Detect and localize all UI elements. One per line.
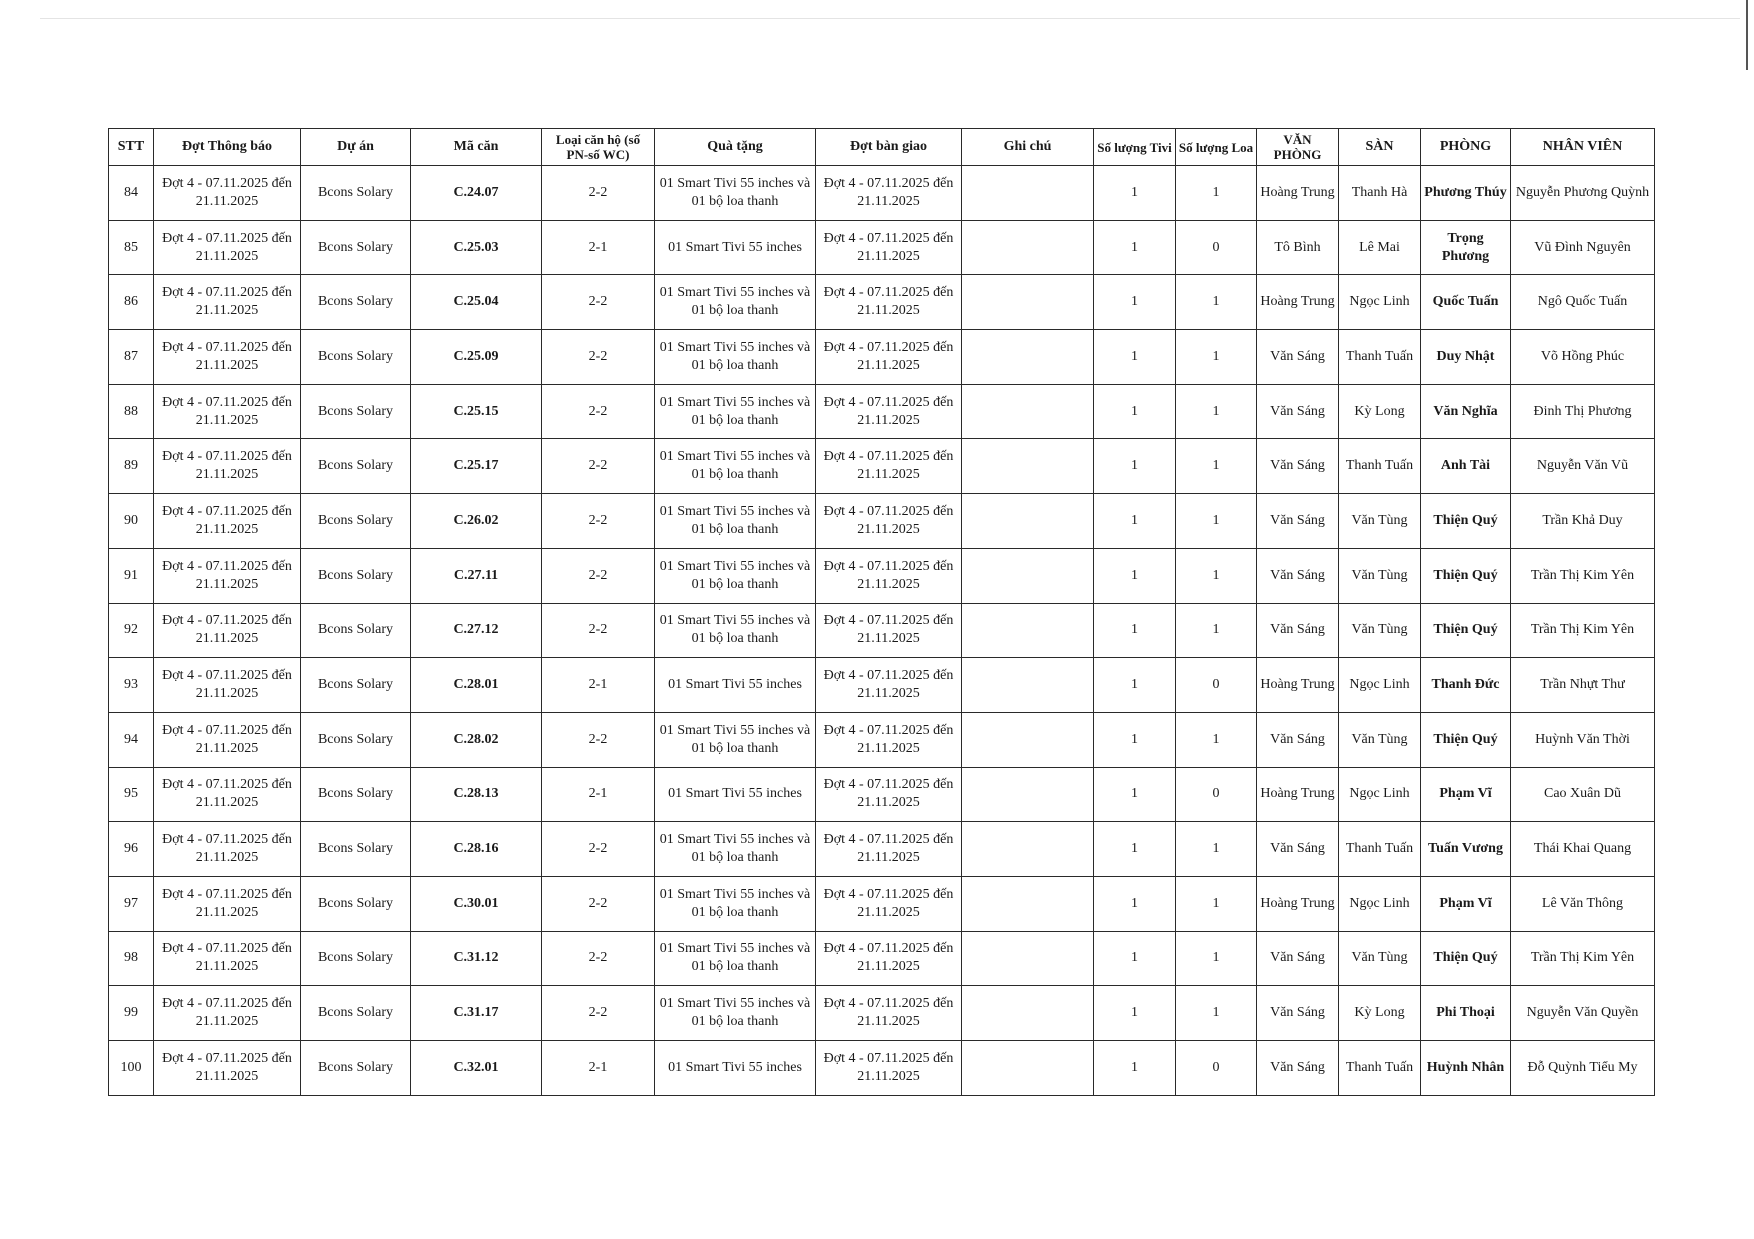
table-header-row [109,129,1655,166]
cell-phong: Huỳnh Nhân [1421,1041,1511,1096]
cell-van-phong: Hoàng Trung [1257,658,1339,713]
cell-qua-tang: 01 Smart Tivi 55 inches và 01 bộ loa thanh [655,876,816,931]
cell-qua-tang: 01 Smart Tivi 55 inches và 01 bộ loa thanh [655,166,816,221]
header-ghi-chu: Ghi chú [962,129,1094,166]
cell-stt: 99 [109,986,154,1041]
cell-qua-tang: 01 Smart Tivi 55 inches và 01 bộ loa thanh [655,712,816,767]
cell-dot-thong-bao: Đợt 4 - 07.11.2025 đến 21.11.2025 [154,712,301,767]
cell-van-phong: Văn Sáng [1257,986,1339,1041]
cell-phong: Phi Thoại [1421,986,1511,1041]
cell-dot-ban-giao: Đợt 4 - 07.11.2025 đến 21.11.2025 [816,712,962,767]
cell-san: Thanh Tuấn [1339,330,1421,385]
cell-dot-ban-giao: Đợt 4 - 07.11.2025 đến 21.11.2025 [816,275,962,330]
cell-stt: 95 [109,767,154,822]
cell-loai-can-ho: 2-2 [542,548,655,603]
cell-stt: 85 [109,220,154,275]
cell-loai-can-ho: 2-2 [542,603,655,658]
cell-du-an: Bcons Solary [301,166,411,221]
table-row [109,986,1655,1041]
cell-dot-ban-giao: Đợt 4 - 07.11.2025 đến 21.11.2025 [816,658,962,713]
cell-ghi-chu [962,330,1094,385]
scan-corner-mark [1746,0,1748,70]
cell-stt: 89 [109,439,154,494]
cell-qua-tang: 01 Smart Tivi 55 inches và 01 bộ loa thanh [655,603,816,658]
table-row [109,712,1655,767]
cell-van-phong: Văn Sáng [1257,931,1339,986]
cell-du-an: Bcons Solary [301,767,411,822]
cell-ma-can: C.31.12 [411,931,542,986]
cell-qua-tang: 01 Smart Tivi 55 inches và 01 bộ loa thanh [655,931,816,986]
cell-dot-thong-bao: Đợt 4 - 07.11.2025 đến 21.11.2025 [154,494,301,549]
header-phong: PHÒNG [1421,129,1511,166]
header-stt: STT [109,129,154,166]
cell-van-phong: Tô Bình [1257,220,1339,275]
cell-van-phong: Văn Sáng [1257,439,1339,494]
cell-nhan-vien: Trần Thị Kim Yên [1511,603,1655,658]
cell-nhan-vien: Ngô Quốc Tuấn [1511,275,1655,330]
cell-dot-ban-giao: Đợt 4 - 07.11.2025 đến 21.11.2025 [816,439,962,494]
cell-so-luong-tivi: 1 [1094,767,1176,822]
cell-ghi-chu [962,494,1094,549]
cell-nhan-vien: Nguyễn Văn Vũ [1511,439,1655,494]
cell-nhan-vien: Vũ Đình Nguyên [1511,220,1655,275]
cell-dot-ban-giao: Đợt 4 - 07.11.2025 đến 21.11.2025 [816,986,962,1041]
cell-dot-thong-bao: Đợt 4 - 07.11.2025 đến 21.11.2025 [154,1041,301,1096]
cell-so-luong-tivi: 1 [1094,439,1176,494]
table-row [109,1041,1655,1096]
header-dot-thong-bao: Đợt Thông báo [154,129,301,166]
cell-so-luong-tivi: 1 [1094,603,1176,658]
cell-so-luong-loa: 1 [1176,603,1257,658]
cell-van-phong: Văn Sáng [1257,494,1339,549]
cell-van-phong: Văn Sáng [1257,712,1339,767]
cell-so-luong-loa: 1 [1176,548,1257,603]
cell-ma-can: C.30.01 [411,876,542,931]
table-row [109,275,1655,330]
cell-qua-tang: 01 Smart Tivi 55 inches và 01 bộ loa thanh [655,384,816,439]
cell-loai-can-ho: 2-2 [542,931,655,986]
cell-du-an: Bcons Solary [301,712,411,767]
cell-du-an: Bcons Solary [301,330,411,385]
cell-ma-can: C.28.02 [411,712,542,767]
cell-so-luong-loa: 0 [1176,658,1257,713]
cell-so-luong-loa: 1 [1176,931,1257,986]
cell-dot-thong-bao: Đợt 4 - 07.11.2025 đến 21.11.2025 [154,876,301,931]
cell-van-phong: Văn Sáng [1257,603,1339,658]
cell-so-luong-loa: 1 [1176,494,1257,549]
cell-du-an: Bcons Solary [301,275,411,330]
cell-ghi-chu [962,439,1094,494]
cell-ma-can: C.27.11 [411,548,542,603]
cell-nhan-vien: Thái Khai Quang [1511,822,1655,877]
cell-qua-tang: 01 Smart Tivi 55 inches [655,658,816,713]
cell-dot-ban-giao: Đợt 4 - 07.11.2025 đến 21.11.2025 [816,166,962,221]
cell-ghi-chu [962,931,1094,986]
cell-qua-tang: 01 Smart Tivi 55 inches [655,1041,816,1096]
cell-so-luong-tivi: 1 [1094,166,1176,221]
cell-dot-thong-bao: Đợt 4 - 07.11.2025 đến 21.11.2025 [154,931,301,986]
cell-so-luong-tivi: 1 [1094,494,1176,549]
table-row [109,220,1655,275]
cell-nhan-vien: Cao Xuân Dũ [1511,767,1655,822]
header-loai-can-ho: Loại căn hộ (số PN-số WC) [542,129,655,166]
cell-so-luong-loa: 1 [1176,166,1257,221]
cell-du-an: Bcons Solary [301,439,411,494]
cell-ghi-chu [962,658,1094,713]
cell-ghi-chu [962,548,1094,603]
cell-du-an: Bcons Solary [301,876,411,931]
cell-phong: Thanh Đức [1421,658,1511,713]
cell-loai-can-ho: 2-2 [542,330,655,385]
cell-san: Ngọc Linh [1339,658,1421,713]
cell-dot-ban-giao: Đợt 4 - 07.11.2025 đến 21.11.2025 [816,494,962,549]
header-san: SÀN [1339,129,1421,166]
cell-ma-can: C.26.02 [411,494,542,549]
cell-stt: 97 [109,876,154,931]
table-row [109,384,1655,439]
cell-qua-tang: 01 Smart Tivi 55 inches và 01 bộ loa thanh [655,439,816,494]
cell-so-luong-loa: 1 [1176,822,1257,877]
cell-loai-can-ho: 2-2 [542,986,655,1041]
table-row [109,603,1655,658]
gift-allocation-table [108,128,1655,1096]
header-qua-tang: Quà tặng [655,129,816,166]
cell-phong: Thiện Quý [1421,712,1511,767]
cell-loai-can-ho: 2-2 [542,384,655,439]
cell-van-phong: Văn Sáng [1257,548,1339,603]
cell-dot-thong-bao: Đợt 4 - 07.11.2025 đến 21.11.2025 [154,603,301,658]
cell-so-luong-tivi: 1 [1094,658,1176,713]
cell-phong: Thiện Quý [1421,603,1511,658]
header-ma-can: Mã căn [411,129,542,166]
header-du-an: Dự án [301,129,411,166]
cell-loai-can-ho: 2-1 [542,220,655,275]
cell-stt: 100 [109,1041,154,1096]
cell-dot-ban-giao: Đợt 4 - 07.11.2025 đến 21.11.2025 [816,548,962,603]
cell-nhan-vien: Trần Thị Kim Yên [1511,548,1655,603]
cell-qua-tang: 01 Smart Tivi 55 inches và 01 bộ loa thanh [655,548,816,603]
cell-so-luong-tivi: 1 [1094,1041,1176,1096]
cell-nhan-vien: Trần Nhựt Thư [1511,658,1655,713]
scan-top-edge [40,18,1740,19]
header-so-luong-tivi: Số lượng Tivi [1094,129,1176,166]
cell-dot-ban-giao: Đợt 4 - 07.11.2025 đến 21.11.2025 [816,822,962,877]
cell-ma-can: C.31.17 [411,986,542,1041]
table-row [109,876,1655,931]
cell-san: Ngọc Linh [1339,767,1421,822]
cell-nhan-vien: Đỗ Quỳnh Tiểu My [1511,1041,1655,1096]
table-row [109,548,1655,603]
table-row [109,494,1655,549]
table-row [109,822,1655,877]
cell-van-phong: Văn Sáng [1257,822,1339,877]
cell-dot-ban-giao: Đợt 4 - 07.11.2025 đến 21.11.2025 [816,384,962,439]
cell-so-luong-tivi: 1 [1094,931,1176,986]
cell-qua-tang: 01 Smart Tivi 55 inches [655,767,816,822]
cell-qua-tang: 01 Smart Tivi 55 inches và 01 bộ loa thanh [655,275,816,330]
cell-stt: 86 [109,275,154,330]
cell-phong: Phạm Vĩ [1421,767,1511,822]
cell-so-luong-loa: 1 [1176,439,1257,494]
table-row [109,658,1655,713]
cell-ghi-chu [962,712,1094,767]
header-nhan-vien: NHÂN VIÊN [1511,129,1655,166]
cell-ghi-chu [962,876,1094,931]
cell-san: Văn Tùng [1339,931,1421,986]
cell-dot-thong-bao: Đợt 4 - 07.11.2025 đến 21.11.2025 [154,658,301,713]
cell-stt: 98 [109,931,154,986]
cell-so-luong-tivi: 1 [1094,220,1176,275]
cell-nhan-vien: Trần Thị Kim Yên [1511,931,1655,986]
cell-phong: Văn Nghĩa [1421,384,1511,439]
header-van-phong: VĂN PHÒNG [1257,129,1339,166]
cell-ma-can: C.24.07 [411,166,542,221]
cell-san: Văn Tùng [1339,494,1421,549]
cell-phong: Duy Nhật [1421,330,1511,385]
cell-san: Thanh Tuấn [1339,1041,1421,1096]
cell-stt: 90 [109,494,154,549]
cell-nhan-vien: Đinh Thị Phương [1511,384,1655,439]
header-dot-ban-giao: Đợt bàn giao [816,129,962,166]
cell-nhan-vien: Võ Hồng Phúc [1511,330,1655,385]
cell-du-an: Bcons Solary [301,658,411,713]
cell-loai-can-ho: 2-2 [542,712,655,767]
cell-du-an: Bcons Solary [301,603,411,658]
cell-so-luong-loa: 1 [1176,876,1257,931]
cell-du-an: Bcons Solary [301,822,411,877]
cell-stt: 91 [109,548,154,603]
cell-san: Thanh Tuấn [1339,439,1421,494]
cell-dot-thong-bao: Đợt 4 - 07.11.2025 đến 21.11.2025 [154,439,301,494]
cell-so-luong-tivi: 1 [1094,712,1176,767]
cell-so-luong-loa: 1 [1176,384,1257,439]
cell-ghi-chu [962,275,1094,330]
table-row [109,767,1655,822]
cell-ghi-chu [962,822,1094,877]
cell-so-luong-tivi: 1 [1094,986,1176,1041]
cell-ghi-chu [962,166,1094,221]
cell-phong: Phương Thúy [1421,166,1511,221]
cell-ma-can: C.25.17 [411,439,542,494]
cell-phong: Tuấn Vương [1421,822,1511,877]
cell-ghi-chu [962,767,1094,822]
cell-so-luong-loa: 0 [1176,220,1257,275]
cell-dot-thong-bao: Đợt 4 - 07.11.2025 đến 21.11.2025 [154,220,301,275]
cell-van-phong: Hoàng Trung [1257,166,1339,221]
cell-loai-can-ho: 2-1 [542,767,655,822]
cell-stt: 96 [109,822,154,877]
cell-dot-thong-bao: Đợt 4 - 07.11.2025 đến 21.11.2025 [154,986,301,1041]
cell-loai-can-ho: 2-2 [542,166,655,221]
cell-dot-thong-bao: Đợt 4 - 07.11.2025 đến 21.11.2025 [154,822,301,877]
cell-ma-can: C.28.01 [411,658,542,713]
cell-stt: 88 [109,384,154,439]
cell-ghi-chu [962,384,1094,439]
cell-nhan-vien: Trần Khả Duy [1511,494,1655,549]
cell-du-an: Bcons Solary [301,494,411,549]
cell-san: Ngọc Linh [1339,876,1421,931]
cell-ghi-chu [962,1041,1094,1096]
cell-loai-can-ho: 2-2 [542,494,655,549]
cell-du-an: Bcons Solary [301,220,411,275]
cell-du-an: Bcons Solary [301,986,411,1041]
cell-ma-can: C.25.04 [411,275,542,330]
cell-dot-thong-bao: Đợt 4 - 07.11.2025 đến 21.11.2025 [154,275,301,330]
cell-so-luong-tivi: 1 [1094,384,1176,439]
cell-dot-thong-bao: Đợt 4 - 07.11.2025 đến 21.11.2025 [154,384,301,439]
cell-qua-tang: 01 Smart Tivi 55 inches và 01 bộ loa thanh [655,822,816,877]
cell-san: Văn Tùng [1339,603,1421,658]
cell-san: Kỳ Long [1339,986,1421,1041]
cell-so-luong-loa: 1 [1176,712,1257,767]
header-so-luong-loa: Số lượng Loa [1176,129,1257,166]
cell-loai-can-ho: 2-2 [542,822,655,877]
cell-van-phong: Văn Sáng [1257,1041,1339,1096]
cell-dot-thong-bao: Đợt 4 - 07.11.2025 đến 21.11.2025 [154,767,301,822]
cell-phong: Anh Tài [1421,439,1511,494]
cell-du-an: Bcons Solary [301,931,411,986]
cell-dot-thong-bao: Đợt 4 - 07.11.2025 đến 21.11.2025 [154,548,301,603]
cell-dot-ban-giao: Đợt 4 - 07.11.2025 đến 21.11.2025 [816,330,962,385]
cell-ghi-chu [962,220,1094,275]
cell-qua-tang: 01 Smart Tivi 55 inches và 01 bộ loa thanh [655,330,816,385]
cell-so-luong-tivi: 1 [1094,822,1176,877]
cell-loai-can-ho: 2-1 [542,658,655,713]
cell-dot-ban-giao: Đợt 4 - 07.11.2025 đến 21.11.2025 [816,767,962,822]
cell-so-luong-loa: 0 [1176,767,1257,822]
cell-qua-tang: 01 Smart Tivi 55 inches [655,220,816,275]
cell-so-luong-loa: 1 [1176,986,1257,1041]
cell-nhan-vien: Nguyễn Văn Quyền [1511,986,1655,1041]
cell-phong: Thiện Quý [1421,548,1511,603]
cell-nhan-vien: Huỳnh Văn Thời [1511,712,1655,767]
cell-so-luong-tivi: 1 [1094,330,1176,385]
cell-loai-can-ho: 2-2 [542,275,655,330]
cell-ma-can: C.27.12 [411,603,542,658]
table-row [109,931,1655,986]
cell-ma-can: C.32.01 [411,1041,542,1096]
cell-van-phong: Văn Sáng [1257,384,1339,439]
cell-stt: 93 [109,658,154,713]
cell-du-an: Bcons Solary [301,548,411,603]
cell-phong: Thiện Quý [1421,494,1511,549]
cell-ma-can: C.28.16 [411,822,542,877]
cell-van-phong: Hoàng Trung [1257,767,1339,822]
cell-nhan-vien: Nguyễn Phương Quỳnh [1511,166,1655,221]
cell-dot-ban-giao: Đợt 4 - 07.11.2025 đến 21.11.2025 [816,220,962,275]
cell-nhan-vien: Lê Văn Thông [1511,876,1655,931]
cell-phong: Phạm Vĩ [1421,876,1511,931]
cell-san: Thanh Tuấn [1339,822,1421,877]
cell-loai-can-ho: 2-2 [542,439,655,494]
table-row [109,439,1655,494]
cell-van-phong: Hoàng Trung [1257,275,1339,330]
cell-stt: 84 [109,166,154,221]
cell-dot-ban-giao: Đợt 4 - 07.11.2025 đến 21.11.2025 [816,603,962,658]
cell-dot-thong-bao: Đợt 4 - 07.11.2025 đến 21.11.2025 [154,166,301,221]
cell-san: Văn Tùng [1339,712,1421,767]
cell-van-phong: Văn Sáng [1257,330,1339,385]
cell-so-luong-loa: 1 [1176,330,1257,385]
cell-ma-can: C.25.09 [411,330,542,385]
cell-san: Kỳ Long [1339,384,1421,439]
table-row [109,166,1655,221]
cell-stt: 94 [109,712,154,767]
cell-phong: Thiện Quý [1421,931,1511,986]
cell-van-phong: Hoàng Trung [1257,876,1339,931]
cell-so-luong-loa: 1 [1176,275,1257,330]
cell-loai-can-ho: 2-1 [542,1041,655,1096]
cell-so-luong-tivi: 1 [1094,275,1176,330]
cell-stt: 92 [109,603,154,658]
cell-san: Văn Tùng [1339,548,1421,603]
cell-san: Thanh Hà [1339,166,1421,221]
cell-dot-ban-giao: Đợt 4 - 07.11.2025 đến 21.11.2025 [816,1041,962,1096]
cell-stt: 87 [109,330,154,385]
cell-ghi-chu [962,986,1094,1041]
cell-so-luong-tivi: 1 [1094,548,1176,603]
cell-san: Ngọc Linh [1339,275,1421,330]
cell-ma-can: C.25.03 [411,220,542,275]
cell-dot-ban-giao: Đợt 4 - 07.11.2025 đến 21.11.2025 [816,876,962,931]
cell-ma-can: C.28.13 [411,767,542,822]
cell-so-luong-tivi: 1 [1094,876,1176,931]
cell-du-an: Bcons Solary [301,1041,411,1096]
cell-ma-can: C.25.15 [411,384,542,439]
cell-phong: Trọng Phương [1421,220,1511,275]
cell-du-an: Bcons Solary [301,384,411,439]
cell-phong: Quốc Tuấn [1421,275,1511,330]
cell-dot-thong-bao: Đợt 4 - 07.11.2025 đến 21.11.2025 [154,330,301,385]
cell-ghi-chu [962,603,1094,658]
cell-dot-ban-giao: Đợt 4 - 07.11.2025 đến 21.11.2025 [816,931,962,986]
cell-san: Lê Mai [1339,220,1421,275]
cell-qua-tang: 01 Smart Tivi 55 inches và 01 bộ loa thanh [655,986,816,1041]
table-row [109,330,1655,385]
cell-qua-tang: 01 Smart Tivi 55 inches và 01 bộ loa thanh [655,494,816,549]
cell-loai-can-ho: 2-2 [542,876,655,931]
cell-so-luong-loa: 0 [1176,1041,1257,1096]
